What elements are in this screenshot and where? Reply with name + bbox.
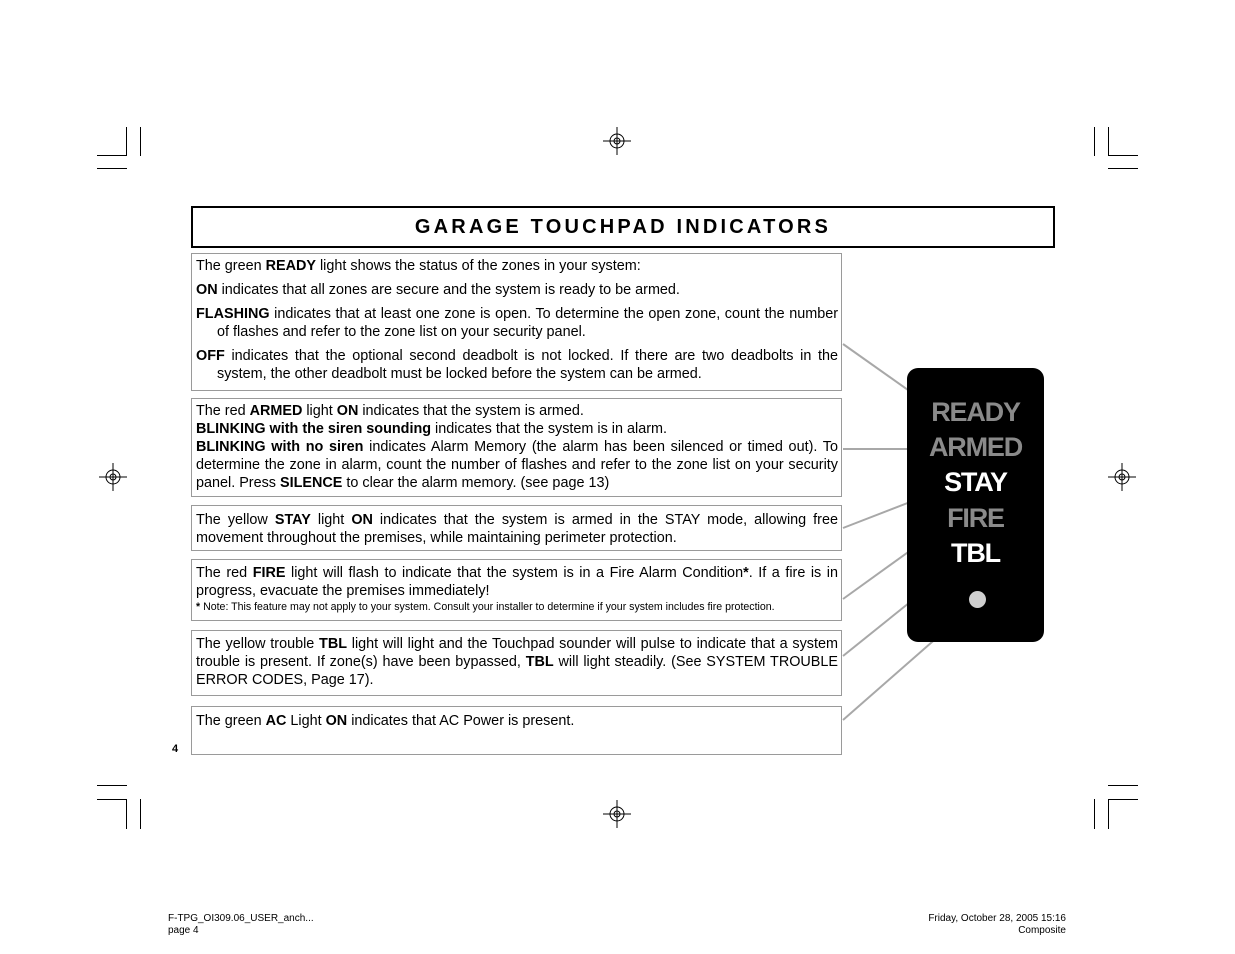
footer-page: page 4 (168, 925, 199, 936)
panel-label-tbl: TBL (951, 538, 1000, 568)
armed-blinking-no-siren: BLINKING with no siren indicates Alarm Memory (the alarm has been silenced or timed out). To determine the zone in alarm, count the number of flashes and refer to the zone list on your security panel. Press SILENCE to clear the alarm memory. (see page 13) (196, 439, 839, 491)
ready-flashing: FLASHING indicates that at least one zone is open. To determine the open zone, count the number of flashes and refer to the zone list on your security panel. (196, 306, 838, 340)
registration-mark-right (1108, 463, 1136, 491)
panel-label-stay: STAY (944, 467, 1007, 497)
fire-footnote: * Note: This feature may not apply to your system. Consult your installer to determine if your system includes fire protection. (196, 601, 775, 613)
ready-intro: The green READY light shows the status of the zones in your system: (196, 258, 641, 274)
registration-mark-bottom (603, 800, 631, 828)
panel-label-ready: READY (931, 397, 1020, 427)
footer-file-name: F-TPG_OI309.06_USER_anch... (168, 913, 314, 924)
armed-indicator-box (191, 398, 842, 497)
ready-off: OFF indicates that the optional second deadbolt is not locked. If there are two deadbolts in the system, the other deadbolt must be locked before the system can be armed. (196, 348, 838, 382)
footer-right (928, 913, 1066, 937)
registration-mark-top (603, 127, 631, 155)
ac-indicator-box (191, 706, 842, 755)
fire-description: The red FIRE light will flash to indicate that the system is in a Fire Alarm Condition*. If a fire is in progress, evacuate the premises immediately! (196, 565, 839, 599)
footer-left (168, 913, 314, 937)
stay-indicator-box (191, 505, 842, 551)
page-number: 4 (172, 743, 179, 755)
section-title-box (191, 206, 1055, 248)
registration-mark-left (99, 463, 127, 491)
footer-date: Friday, October 28, 2005 15:16 (928, 913, 1066, 924)
page-title: GARAGE TOUCHPAD INDICATORS (414, 215, 832, 238)
ac-description: The green AC Light ON indicates that AC Power is present. (196, 713, 575, 729)
ac-indicator-light-icon (969, 591, 986, 608)
ready-indicator-box (191, 253, 842, 391)
ready-on: ON indicates that all zones are secure and the system is ready to be armed. (196, 282, 680, 298)
stay-description: The yellow STAY light ON indicates that the system is armed in the STAY mode, allowing free movement throughout the premises, while maintaining perimeter protection. (196, 512, 838, 546)
panel-label-armed: ARMED (929, 432, 1022, 462)
tbl-indicator-box (191, 630, 842, 696)
armed-blinking-siren: BLINKING with the siren sounding indicates that the system is in alarm. (196, 421, 667, 437)
panel-label-fire: FIRE (947, 503, 1004, 533)
touchpad-panel (907, 368, 1044, 642)
tbl-description: The yellow trouble TBL light will light and the Touchpad sounder will pulse to indicate that a system trouble is present. If zone(s) have been bypassed, TBL will light steadily. (See SYSTEM TROUBLE ERROR CODES, Page 17). (196, 636, 839, 688)
armed-on: The red ARMED light ON indicates that the system is armed. (196, 403, 584, 419)
fire-indicator-box (191, 559, 842, 621)
footer-composite: Composite (1018, 925, 1066, 936)
